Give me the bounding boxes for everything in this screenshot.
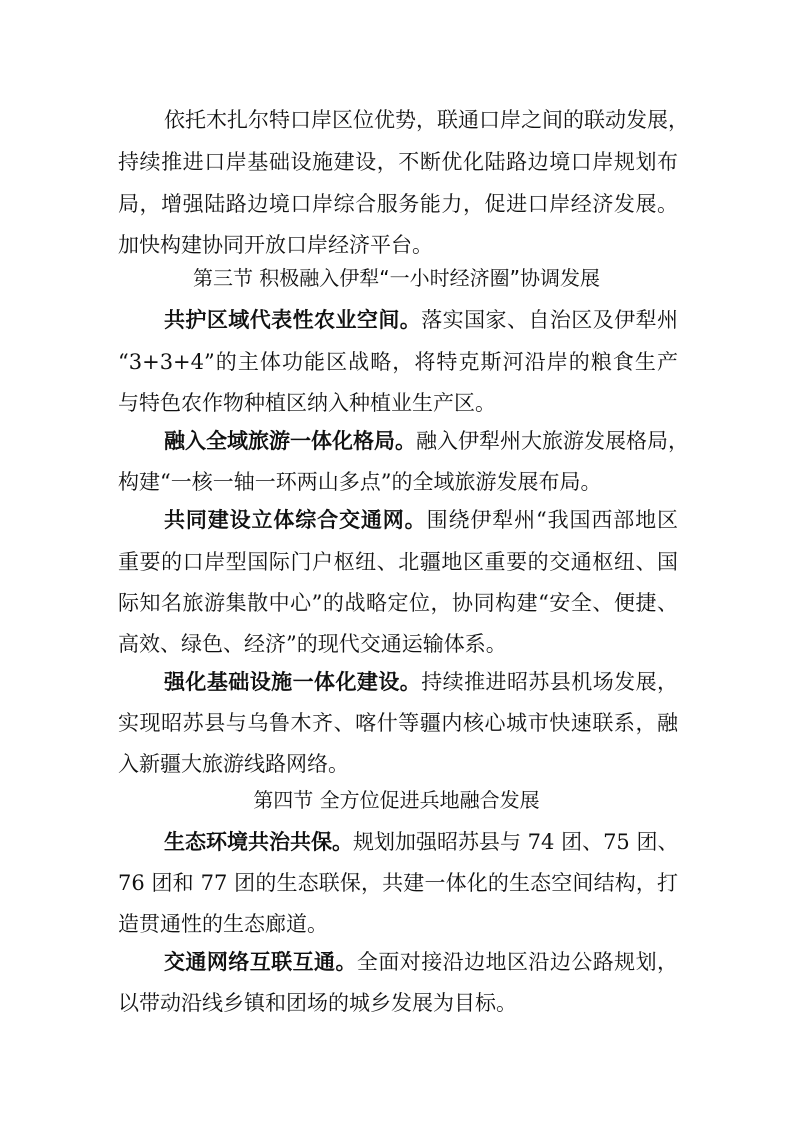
paragraph-line: 构建“一核一轴一环两山多点”的全域旅游发展布局。 — [118, 470, 602, 494]
paragraph-line: 重要的口岸型国际门户枢纽、北疆地区重要的交通枢纽、国 — [118, 550, 678, 574]
paragraph-line: 依托木扎尔特口岸区位优势，联通口岸之间的联动发展， — [164, 108, 689, 132]
paragraph-text: 落实国家、自治区及伊犁州 — [421, 308, 679, 332]
paragraph-text: 全面对接沿边地区沿边公路规划， — [356, 950, 679, 974]
paragraph-text: 融入伊犁州大旅游发展格局， — [416, 429, 689, 453]
paragraph-line — [164, 827, 678, 857]
paragraph-lead: 共同建设立体综合交通网。 — [164, 508, 427, 532]
paragraph-line: 与特色农作物种植区纳入种植业生产区。 — [118, 391, 496, 415]
paragraph-text: 持续推进昭苏县机场发展， — [421, 670, 679, 694]
paragraph-line: 加快构建协同开放口岸经济平台。 — [118, 233, 433, 257]
paragraph-line: 局，增强陆路边境口岸综合服务能力，促进口岸经济发展。 — [118, 192, 678, 216]
paragraph-line: 际知名旅游集散中心”的战略定位，协同构建“安全、便捷、 — [118, 591, 678, 615]
section-heading: 第三节 积极融入伊犁“一小时经济圈”协调发展 — [192, 266, 601, 290]
paragraph-line: 持续推进口岸基础设施建设，不断优化陆路边境口岸规划布 — [118, 150, 678, 174]
paragraph-line: 以带动沿线乡镇和团场的城乡发展为目标。 — [118, 991, 517, 1015]
paragraph-text: 围绕伊犁州“我国西部地区 — [426, 508, 678, 532]
paragraph-lead: 融入全域旅游一体化格局。 — [164, 429, 416, 453]
paragraph-lead: 生态环境共治共保。 — [164, 830, 353, 854]
section-heading: 第四节 全方位促进兵地融合发展 — [253, 788, 540, 812]
paragraph-line: “3+3+4”的主体功能区战略，将特克斯河沿岸的粮食生产 — [118, 350, 678, 374]
paragraph-lead: 共护区域代表性农业空间。 — [164, 308, 422, 332]
paragraph-lead: 交通网络互联互通。 — [164, 950, 357, 974]
paragraph-line — [164, 505, 678, 535]
paragraph-line: 入新疆大旅游线路网络。 — [118, 752, 349, 776]
paragraph-line — [164, 947, 678, 977]
paragraph-line — [164, 667, 678, 697]
paragraph-line: 76 团和 77 团的生态联保，共建一体化的生态空间结构，打 — [118, 871, 678, 895]
paragraph-text: 规划加强昭苏县与 74 团、75 团、 — [353, 830, 679, 854]
paragraph-line — [164, 305, 678, 335]
paragraph-line: 实现昭苏县与乌鲁木齐、喀什等疆内核心城市快速联系，融 — [118, 711, 678, 735]
paragraph-line: 高效、绿色、经济”的现代交通运输体系。 — [118, 632, 507, 656]
paragraph-line — [164, 426, 689, 456]
paragraph-lead: 强化基础设施一体化建设。 — [164, 670, 422, 694]
paragraph-line: 造贯通性的生态廊道。 — [118, 912, 328, 936]
